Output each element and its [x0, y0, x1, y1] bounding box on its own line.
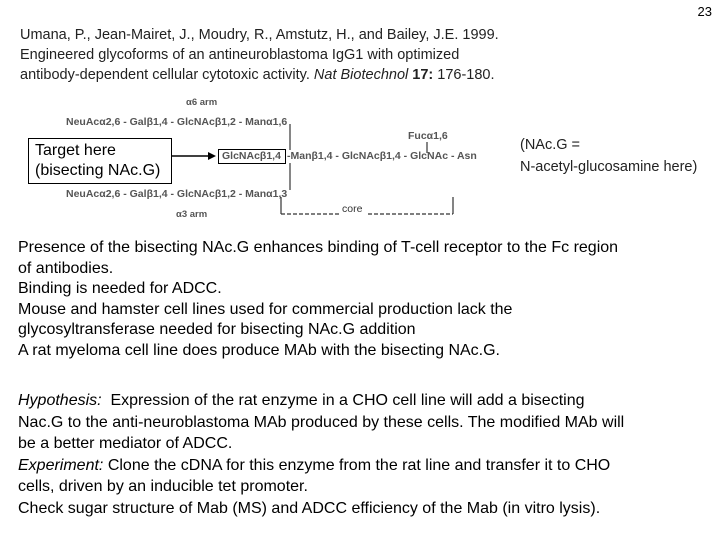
- target-callout-line2: (bisecting NAc.G): [35, 162, 161, 179]
- journal-volume: 17:: [412, 67, 434, 83]
- experiment-line: cells, driven by an inducible tet promoter.: [18, 478, 308, 495]
- experiment-label: Experiment:: [18, 456, 104, 474]
- bottom-arm-chain: NeuAcα2,6 - Galβ1,4 - GlcNAcβ1,2 - Manα1,3: [66, 188, 288, 200]
- background-text: [18, 238, 618, 361]
- nacg-note-line2: N-acetyl-glucosamine here): [520, 159, 698, 175]
- alpha6-arm-label: α6 arm: [186, 97, 218, 108]
- hypothesis-label: Hypothesis:: [18, 392, 102, 409]
- hypothesis-line: Hypothesis: Expression of the rat enzyme in a CHO cell line will add a bisecting: [18, 392, 585, 409]
- core-chain: -Manβ1,4 - GlcNAcβ1,4 - GlcNAc - Asn: [287, 150, 477, 162]
- citation-authors: Umana, P., Jean-Mairet, J., Moudry, R., Amstutz, H., and Bailey, J.E. 1999.: [20, 27, 499, 43]
- target-callout: [28, 138, 172, 184]
- body-line: A rat myeloma cell line does produce MAb with the bisecting NAc.G.: [18, 341, 500, 359]
- target-callout-line1: Target here: [35, 142, 116, 159]
- nacg-note-line1: (NAc.G =: [520, 137, 581, 153]
- hypothesis-line: Nac.G to the anti-neuroblastoma MAb produced by these cells. The modified MAb will: [18, 413, 625, 431]
- hypothesis-experiment-text: [18, 390, 624, 519]
- body-line: Presence of the bisecting NAc.G enhances binding of T-cell receptor to the Fc region: [18, 239, 619, 256]
- bisecting-glcnac-label: GlcNAcβ1,4: [222, 150, 281, 162]
- hypothesis-line: be a better mediator of ADCC.: [18, 435, 233, 452]
- experiment-line: Experiment: Clone the cDNA for this enzyme from the rat line and transfer it to CHO: [18, 456, 611, 474]
- body-line: Mouse and hamster cell lines used for commercial production lack the: [18, 300, 513, 318]
- journal-name: Nat Biotechnol: [313, 67, 409, 83]
- body-line: of antibodies.: [18, 259, 114, 277]
- alpha3-arm-label: α3 arm: [176, 209, 208, 220]
- top-arm-chain: NeuAcα2,6 - Galβ1,4 - GlcNAcβ1,2 - Manα1,6: [66, 116, 288, 128]
- body-line: Binding is needed for ADCC.: [18, 280, 222, 297]
- check-line: Check sugar structure of Mab (MS) and ADCC efficiency of the Mab (in vitro lysis).: [18, 499, 601, 517]
- body-line: glycosyltransferase needed for bisecting NAc.G addition: [18, 321, 416, 338]
- core-label: core: [342, 203, 363, 215]
- nacg-note: [520, 134, 697, 178]
- fucose-label: Fucα1,6: [408, 130, 448, 142]
- citation-source: antibody-dependent cellular cytotoxic activity. Nat Biotechnol 17: 176-180.: [20, 67, 495, 83]
- page-number: 23: [697, 4, 712, 19]
- citation-title: Engineered glycoforms of an antineuroblastoma IgG1 with optimized: [20, 47, 460, 63]
